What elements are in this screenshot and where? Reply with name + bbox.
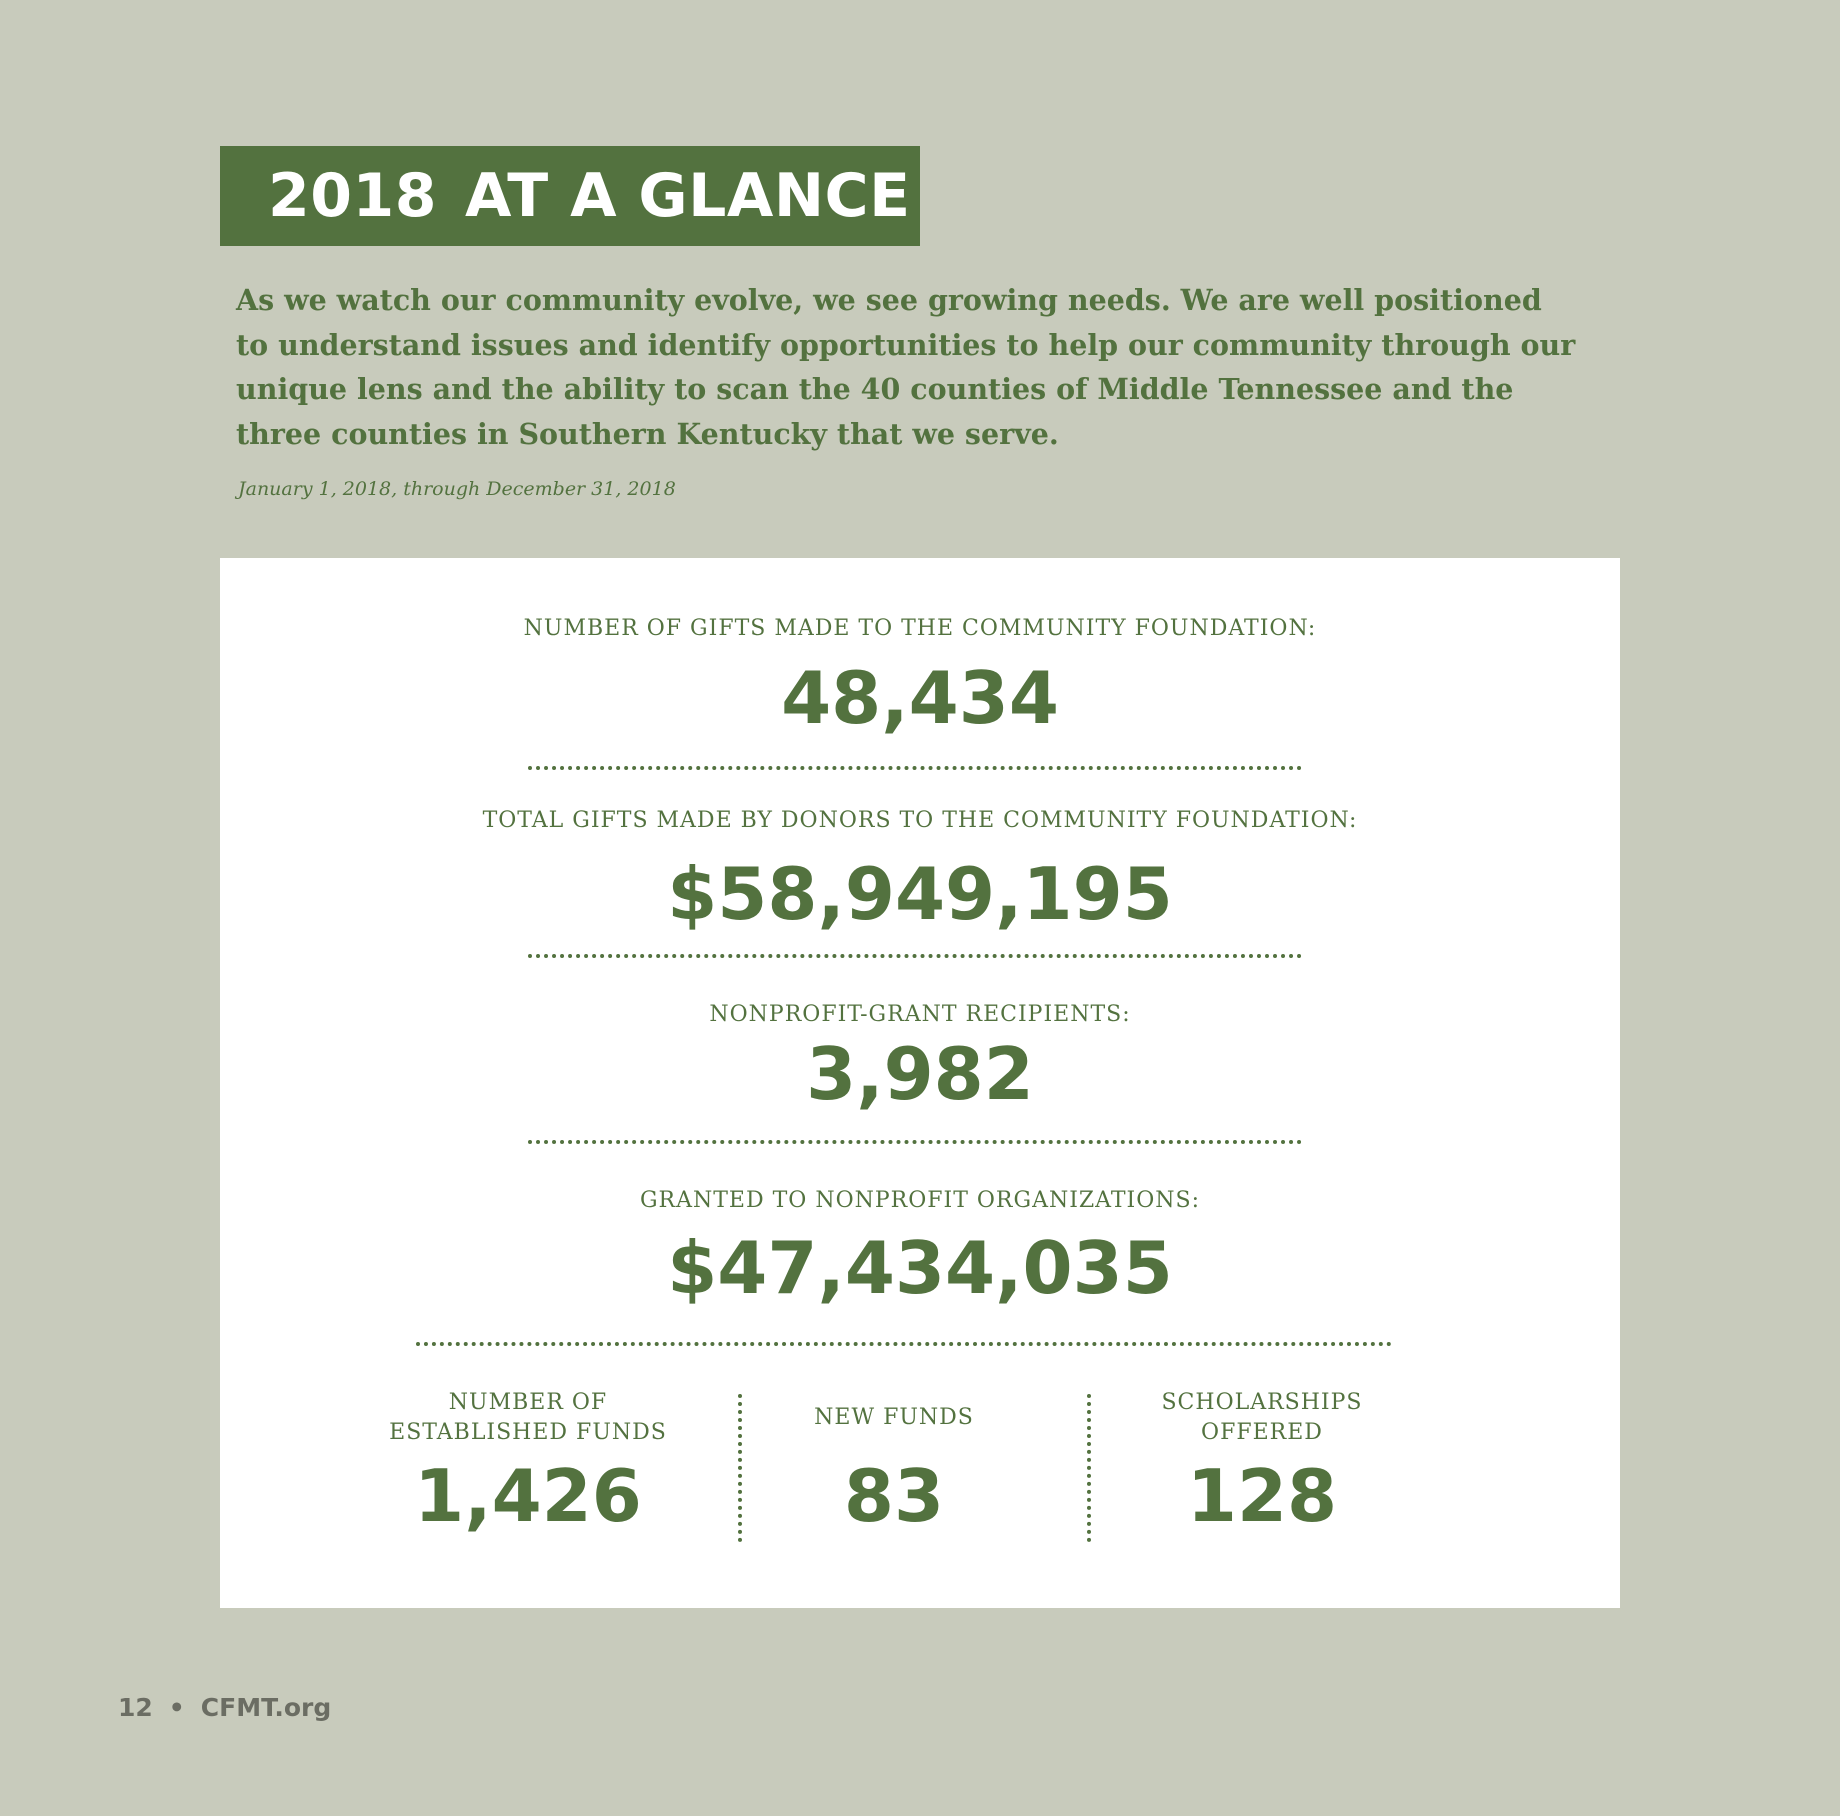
column-label: NUMBER OF ESTABLISHED FUNDS: [389, 1390, 667, 1445]
column-value: 83: [843, 1454, 945, 1538]
intro-paragraph: As we watch our community evolve, we see growing needs. We are well positioned to understand issues and identify opportunities to help our community through our unique lens and the ability to scan the 40 counties of Middle Tennessee and the three counties in Southern Kentucky that we serve.: [236, 283, 1576, 451]
page-footer: [118, 1693, 331, 1722]
dotted-divider: [528, 954, 1302, 958]
title-year: 2018: [268, 161, 437, 231]
stat-column-established-funds: [348, 1388, 708, 1538]
stat-value-total-gifts: $58,949,195: [667, 852, 1173, 936]
column-label: NEW FUNDS: [814, 1405, 974, 1430]
stat-column-scholarships: [1082, 1388, 1442, 1538]
title-heading: AT A GLANCE: [465, 161, 911, 231]
stat-label-gift-count: NUMBER OF GIFTS MADE TO THE COMMUNITY FOUNDATION:: [523, 616, 1317, 641]
dotted-divider: [416, 1342, 1392, 1346]
footer-site: CFMT.org: [200, 1693, 332, 1722]
column-label: SCHOLARSHIPS OFFERED: [1161, 1390, 1363, 1445]
page-number: 12: [118, 1693, 153, 1722]
footer-separator: •: [168, 1693, 185, 1722]
stat-value-gift-count: 48,434: [781, 656, 1059, 740]
dotted-divider: [528, 766, 1302, 770]
title-banner: [220, 146, 920, 246]
stat-value-granted-amount: $47,434,035: [667, 1226, 1173, 1310]
column-value: 128: [1186, 1454, 1338, 1538]
stat-label-total-gifts: TOTAL GIFTS MADE BY DONORS TO THE COMMUNITY FOUNDATION:: [482, 808, 1358, 833]
date-range: January 1, 2018, through December 31, 2018: [238, 478, 676, 500]
stats-panel: [220, 558, 1620, 1608]
stat-label-granted-amount: GRANTED TO NONPROFIT ORGANIZATIONS:: [639, 1188, 1200, 1213]
column-value: 1,426: [414, 1454, 642, 1538]
page-title: [268, 146, 911, 246]
stat-column-new-funds: [714, 1388, 1074, 1538]
dotted-divider: [528, 1140, 1302, 1144]
stat-label-grant-recipients: NONPROFIT-GRANT RECIPIENTS:: [709, 1002, 1131, 1027]
stat-value-grant-recipients: 3,982: [806, 1032, 1034, 1116]
